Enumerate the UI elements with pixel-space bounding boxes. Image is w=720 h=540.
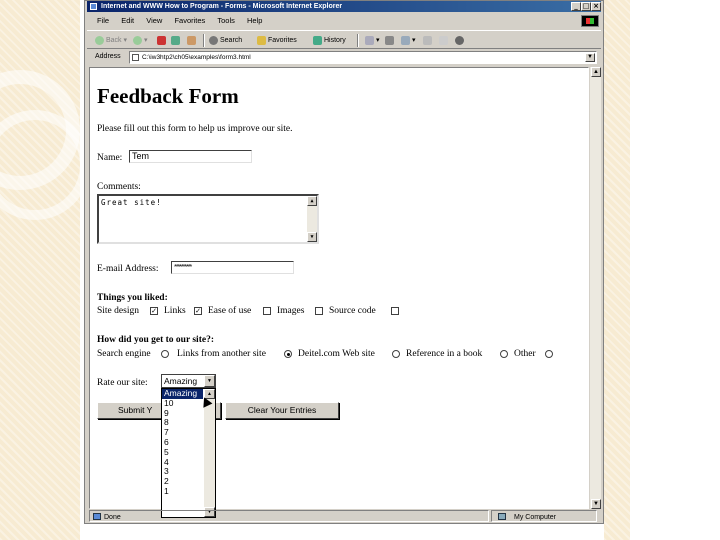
how-other-radio[interactable] bbox=[545, 350, 553, 358]
email-value: ********** bbox=[174, 264, 192, 271]
how-other-label: Other bbox=[514, 349, 536, 359]
back-button[interactable]: Back ▾ bbox=[95, 34, 127, 47]
rate-option[interactable]: 9 bbox=[164, 407, 169, 418]
refresh-button[interactable] bbox=[171, 34, 182, 47]
home-button[interactable] bbox=[187, 34, 198, 47]
print-icon bbox=[385, 36, 394, 45]
discuss-icon bbox=[423, 36, 432, 45]
toolbar bbox=[87, 30, 601, 49]
rate-option[interactable]: Amazing bbox=[162, 389, 203, 399]
how-deitel-radio[interactable] bbox=[392, 350, 400, 358]
dropdown-scrollbar[interactable] bbox=[204, 389, 215, 517]
rate-selected-value: Amazing bbox=[164, 376, 198, 386]
stop-button[interactable] bbox=[157, 34, 168, 47]
scroll-up-arrow-icon[interactable]: ▲ bbox=[204, 389, 215, 399]
rate-select[interactable] bbox=[161, 374, 216, 388]
how-links-label: Links from another site bbox=[177, 349, 266, 359]
page-content bbox=[89, 67, 589, 515]
history-button[interactable]: History bbox=[313, 34, 346, 47]
computer-icon bbox=[498, 513, 506, 520]
window-title: Internet and WWW How to Program - Forms - Microsoft Internet Explorer bbox=[101, 3, 343, 10]
how-search-radio[interactable] bbox=[161, 350, 169, 358]
browser-window bbox=[84, 0, 604, 524]
refresh-icon bbox=[171, 36, 180, 45]
page-scrollbar[interactable] bbox=[589, 67, 601, 509]
scroll-up-arrow-icon[interactable]: ▲ bbox=[307, 196, 317, 206]
address-dropdown-button[interactable]: ▼ bbox=[585, 53, 595, 62]
menu-file[interactable]: File bbox=[97, 16, 110, 25]
scroll-down-arrow-icon[interactable]: ▼ bbox=[591, 499, 601, 509]
status-text: Done bbox=[89, 510, 489, 522]
messenger-button[interactable] bbox=[455, 34, 466, 47]
rate-option[interactable]: 4 bbox=[164, 456, 169, 467]
liked-links-label: Links bbox=[164, 306, 186, 316]
scroll-up-arrow-icon[interactable]: ▲ bbox=[591, 67, 601, 77]
print-button[interactable] bbox=[385, 34, 396, 47]
name-input[interactable] bbox=[129, 150, 252, 163]
comments-textarea[interactable] bbox=[97, 194, 319, 244]
rate-option[interactable]: 10 bbox=[164, 397, 174, 408]
scroll-down-arrow-icon[interactable]: ▼ bbox=[307, 232, 317, 242]
security-zone: My Computer bbox=[491, 510, 597, 522]
mail-button[interactable]: ▾ bbox=[365, 34, 380, 47]
toolbar-separator bbox=[203, 34, 205, 47]
liked-ease-checkbox[interactable] bbox=[263, 307, 271, 315]
rate-option[interactable]: 7 bbox=[164, 427, 169, 438]
toolbar-separator bbox=[357, 34, 359, 47]
name-value: Tem bbox=[132, 151, 150, 161]
rate-option[interactable]: 5 bbox=[164, 446, 169, 457]
minimize-button[interactable]: _ bbox=[571, 2, 581, 11]
how-deitel-label: Deitel.com Web site bbox=[298, 349, 375, 359]
rate-option[interactable]: 6 bbox=[164, 436, 169, 447]
menu-bar bbox=[87, 13, 601, 29]
liked-links-checkbox[interactable]: ✓ bbox=[195, 307, 201, 315]
address-bar bbox=[87, 50, 601, 65]
rate-dropdown-list[interactable] bbox=[161, 388, 216, 518]
submit-button[interactable]: Submit Y bbox=[97, 402, 221, 419]
liked-source-checkbox[interactable] bbox=[391, 307, 399, 315]
page-done-icon bbox=[93, 513, 101, 520]
menu-help[interactable]: Help bbox=[246, 16, 263, 25]
page-heading: Feedback Form bbox=[97, 84, 239, 108]
how-book-radio[interactable] bbox=[500, 350, 508, 358]
liked-site-design-label: Site design bbox=[97, 306, 139, 316]
title-bar[interactable] bbox=[87, 1, 601, 12]
chevron-down-icon[interactable]: ▼ bbox=[204, 375, 215, 387]
close-button[interactable]: × bbox=[591, 2, 601, 11]
comments-label: Comments: bbox=[97, 182, 141, 192]
menu-edit[interactable]: Edit bbox=[121, 16, 135, 25]
related-icon bbox=[439, 36, 448, 45]
email-input[interactable] bbox=[171, 261, 294, 274]
clear-button[interactable]: Clear Your Entries bbox=[225, 402, 339, 419]
how-links-radio[interactable] bbox=[284, 350, 292, 358]
address-value: C:\iw3htp2\ch05\examples\form3.html bbox=[142, 54, 251, 61]
liked-heading: Things you liked: bbox=[97, 293, 168, 303]
how-search-label: Search engine bbox=[97, 349, 151, 359]
discuss-button[interactable] bbox=[423, 34, 434, 47]
search-button[interactable]: Search bbox=[209, 34, 242, 47]
liked-ease-label: Ease of use bbox=[208, 306, 252, 316]
back-arrow-icon bbox=[95, 36, 104, 45]
how-heading: How did you get to our site?: bbox=[97, 335, 214, 345]
rate-option[interactable]: 2 bbox=[164, 476, 169, 487]
email-label: E-mail Address: bbox=[97, 264, 159, 274]
maximize-button[interactable]: □ bbox=[582, 2, 590, 10]
decoration-ring bbox=[0, 110, 80, 220]
favorites-button[interactable]: Favorites bbox=[257, 34, 297, 47]
slide-decoration-left bbox=[0, 0, 80, 540]
status-bar bbox=[87, 510, 601, 523]
scroll-down-arrow-icon[interactable]: ▼ bbox=[204, 507, 215, 517]
ie-logo-icon bbox=[90, 3, 97, 10]
messenger-icon bbox=[455, 36, 464, 45]
mail-icon bbox=[365, 36, 374, 45]
rate-label: Rate our site: bbox=[97, 378, 148, 388]
rate-option[interactable]: 3 bbox=[164, 466, 169, 477]
menu-favorites[interactable]: Favorites bbox=[174, 16, 206, 25]
comments-scrollbar[interactable] bbox=[307, 196, 317, 242]
address-label: Address bbox=[95, 53, 121, 60]
edit-button[interactable]: ▾ bbox=[401, 34, 416, 47]
menu-tools[interactable]: Tools bbox=[217, 16, 235, 25]
history-icon bbox=[313, 36, 322, 45]
home-icon bbox=[187, 36, 196, 45]
rate-option[interactable]: 8 bbox=[164, 417, 169, 428]
liked-source-label: Source code bbox=[329, 306, 376, 316]
comments-value: Great site! bbox=[101, 198, 162, 207]
name-label: Name: bbox=[97, 153, 123, 163]
search-icon bbox=[209, 36, 218, 45]
address-input[interactable] bbox=[129, 51, 597, 64]
related-button[interactable] bbox=[439, 34, 450, 47]
favorites-icon bbox=[257, 36, 266, 45]
liked-images-checkbox[interactable] bbox=[315, 307, 323, 315]
stop-icon bbox=[157, 36, 166, 45]
forward-button[interactable]: ▾ bbox=[133, 34, 148, 47]
slide-decoration-right bbox=[604, 0, 630, 540]
forward-arrow-icon bbox=[133, 36, 142, 45]
page-icon bbox=[132, 54, 139, 61]
menu-view[interactable]: View bbox=[146, 16, 163, 25]
windows-logo-icon bbox=[581, 15, 599, 27]
rate-option[interactable]: 1 bbox=[164, 485, 169, 496]
how-book-label: Reference in a book bbox=[406, 349, 483, 359]
edit-page-icon bbox=[401, 36, 410, 45]
liked-site-design-checkbox[interactable]: ✓ bbox=[151, 307, 157, 315]
liked-images-label: Images bbox=[277, 306, 305, 316]
intro-text: Please fill out this form to help us improve our site. bbox=[97, 124, 293, 134]
